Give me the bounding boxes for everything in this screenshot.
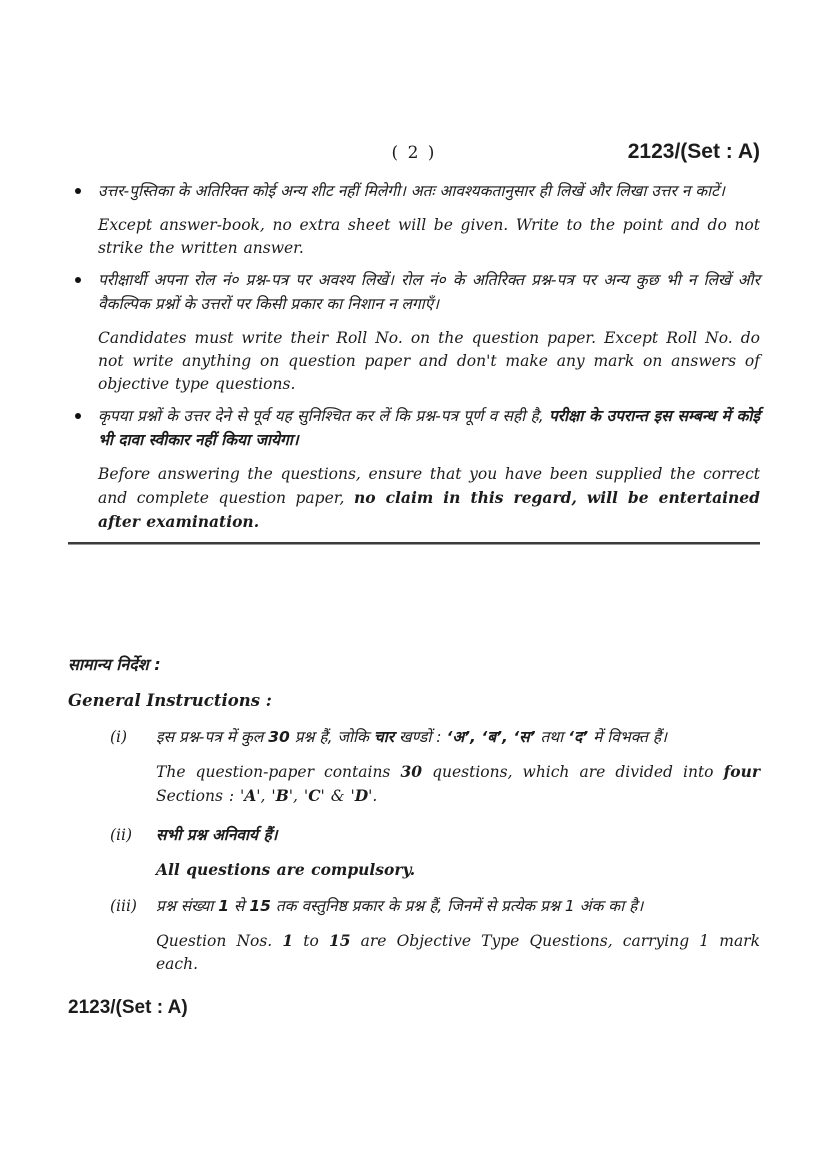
instruction-english: The question-paper contains 30 questions, which are divided into four Sections : 'A', 'B', 'C' & 'D'. xyxy=(156,762,761,805)
bullet-icon xyxy=(75,413,81,419)
instruction-body xyxy=(156,822,760,881)
instruction-body xyxy=(156,893,760,976)
general-instructions-heading-english: General Instructions : xyxy=(68,691,272,710)
list-item xyxy=(68,268,760,396)
list-item xyxy=(68,179,760,260)
instruction-item xyxy=(68,893,760,976)
list-item xyxy=(68,404,760,534)
page-number: ( 2 ) xyxy=(391,143,437,163)
note-english: Candidates must write their Roll No. on the question paper. Except Roll No. do not write anything on question paper and don't make any mark on answers of objective type questions. xyxy=(98,329,760,393)
section-divider xyxy=(68,542,760,545)
general-instructions-section xyxy=(68,653,760,976)
instruction-hindi: इस प्रश्न-पत्र में कुल 30 प्रश्न हैं, जोकि चार खण्डों : ‘अ’, ‘ब’, ‘स’ तथा ‘द’ में विभक्त हैं। xyxy=(156,728,667,746)
instruction-hindi: प्रश्न संख्या 1 से 15 तक वस्तुनिष्ठ प्रकार के प्रश्न हैं, जिनमें से प्रत्येक प्रश्न 1 अंक का है। xyxy=(156,897,644,915)
instruction-english: Question Nos. 1 to 15 are Objective Type Questions, carrying 1 mark each. xyxy=(156,931,760,973)
instruction-item xyxy=(68,724,760,808)
instruction-item xyxy=(68,822,760,881)
instruction-number: (iii) xyxy=(110,897,137,915)
bullet-icon xyxy=(75,188,81,194)
instruction-body xyxy=(156,724,760,808)
footer-set-code: 2123/(Set : A) xyxy=(68,997,188,1018)
page-header xyxy=(68,140,760,173)
exam-notes-list xyxy=(68,179,760,534)
note-hindi: उत्तर-पुस्तिका के अतिरिक्त कोई अन्य शीट नहीं मिलेगी। अतः आवश्यकतानुसार ही लिखें और लिखा उत्तर न काटें। xyxy=(98,182,725,200)
note-english: Except answer-book, no extra sheet will be given. Write to the point and do not strike the written answer. xyxy=(98,216,760,257)
header-set-code: 2123/(Set : A) xyxy=(627,140,760,163)
instruction-number: (ii) xyxy=(110,826,133,844)
bullet-icon xyxy=(75,277,81,283)
general-instructions-heading-hindi: सामान्य निर्देश : xyxy=(68,655,161,674)
instruction-english: All questions are compulsory. xyxy=(156,860,416,879)
instruction-number: (i) xyxy=(110,728,128,746)
note-english: Before answering the questions, ensure that you have been supplied the correct and complete question paper, no claim in this regard, will be entertained after examination. xyxy=(98,465,760,531)
note-hindi: कृपया प्रश्नों के उत्तर देने से पूर्व यह सुनिश्चित कर लें कि प्रश्न-पत्र पूर्ण व सही है, परीक्षा के उपरान्त इस सम्बन्ध में कोई भी दावा स्वीकार नहीं किया जायेगा। xyxy=(98,407,760,449)
instruction-hindi: सभी प्रश्न अनिवार्य हैं। xyxy=(156,826,278,844)
note-hindi: परीक्षार्थी अपना रोल नं० प्रश्न-पत्र पर अवश्य लिखें। रोल नं० के अतिरिक्त प्रश्न-पत्र पर अन्य कुछ भी न लिखें और वैकल्पिक प्रश्नों के उत्तरों पर किसी प्रकार का निशान न लगाएँ। xyxy=(98,271,760,313)
